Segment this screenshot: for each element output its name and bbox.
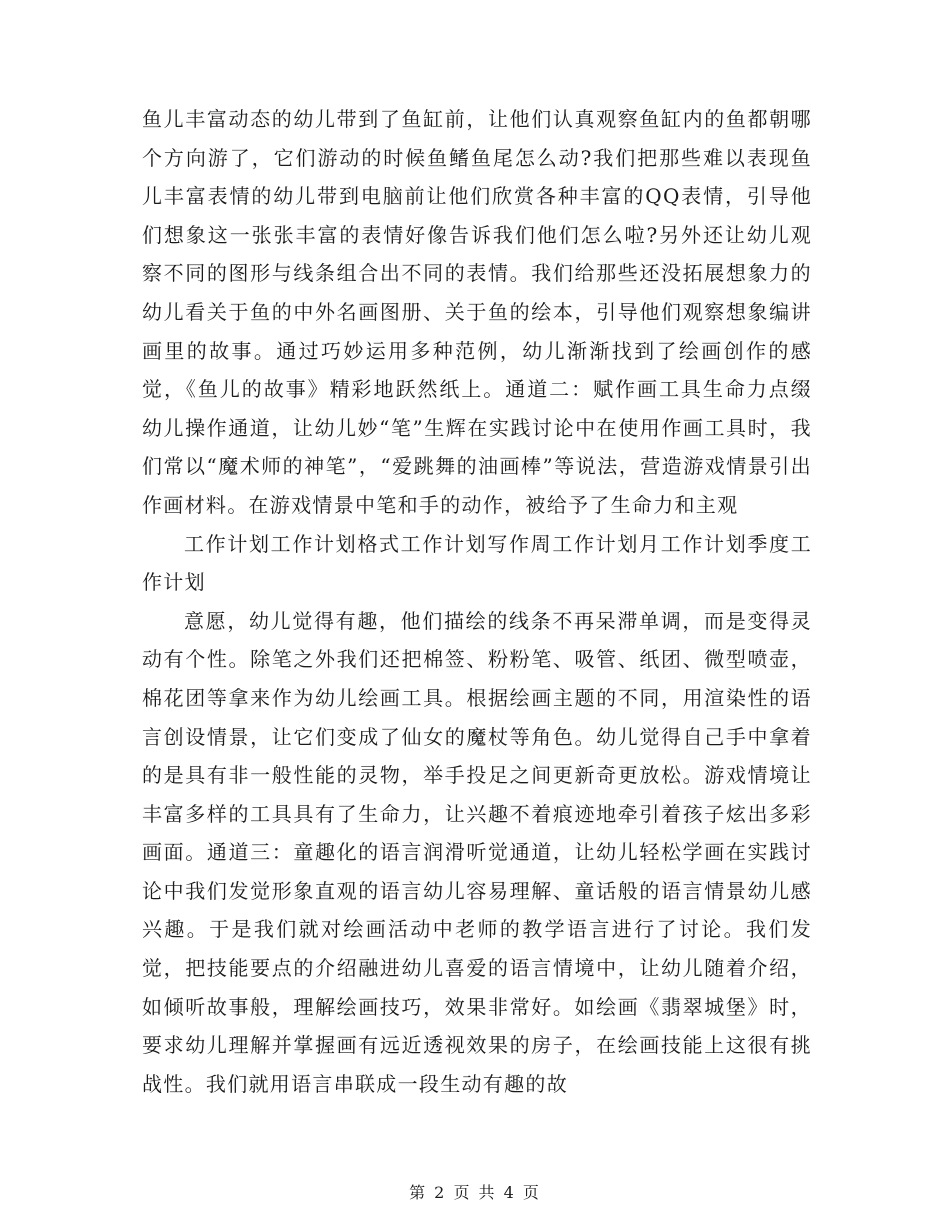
document-body bbox=[142, 100, 812, 1103]
paragraph-continuation: 鱼儿丰富动态的幼儿带到了鱼缸前，让他们认真观察鱼缸内的鱼都朝哪个方向游了，它们游动的时候鱼鳍鱼尾怎么动?我们把那些难以表现鱼儿丰富表情的幼儿带到电脑前让他们欣赏各种丰富的QQ表情，引导他们想象这一张张丰富的表情好像告诉我们他们怎么啦?另外还让幼儿观察不同的图形与线条组合出不同的表情。我们给那些还没拓展想象力的幼儿看关于鱼的中外名画图册、关于鱼的绘本，引导他们观察想象编讲画里的故事。通过巧妙运用多种范例，幼儿渐渐找到了绘画创作的感觉，《鱼儿的故事》精彩地跃然纸上。通道二：赋作画工具生命力点缀幼儿操作通道，让幼儿妙“笔”生辉在实践讨论中在使用作画工具时，我们常以“魔术师的神笔”，“爱跳舞的油画棒”等说法，营造游戏情景引出作画材料。在游戏情景中笔和手的动作，被给予了生命力和主观 bbox=[142, 107, 812, 517]
paragraph-main: 意愿，幼儿觉得有趣，他们描绘的线条不再呆滞单调，而是变得灵动有个性。除笔之外我们还把棉签、粉粉笔、吸管、纸团、微型喷壶，棉花团等拿来作为幼儿绘画工具。根据绘画主题的不同，用渲染性的语言创设情景，让它们变成了仙女的魔杖等角色。幼儿觉得自己手中拿着的是具有非一般性能的灵物，举手投足之间更新奇更放松。游戏情境让丰富多样的工具具有了生命力，让兴趣不着痕迹地牵引着孩子炫出多彩画面。通道三：童趣化的语言润滑听觉通道，让幼儿轻松学画在实践讨论中我们发觉形象直观的语言幼儿容易理解、童话般的语言情景幼儿感兴趣。于是我们就对绘画活动中老师的教学语言进行了讨论。我们发觉，把技能要点的介绍融进幼儿喜爱的语言情境中，让幼儿随着介绍，如倾听故事般，理解绘画技巧，效果非常好。如绘画《翡翠城堡》时，要求幼儿理解并掌握画有远近透视效果的房子，在绘画技能上这很有挑战性。我们就用语言串联成一段生动有趣的故 bbox=[142, 608, 812, 1096]
page-number-footer: 第 2 页 共 4 页 bbox=[409, 1183, 541, 1202]
paragraph-keywords: 工作计划工作计划格式工作计划写作周工作计划月工作计划季度工作计划 bbox=[142, 531, 812, 595]
